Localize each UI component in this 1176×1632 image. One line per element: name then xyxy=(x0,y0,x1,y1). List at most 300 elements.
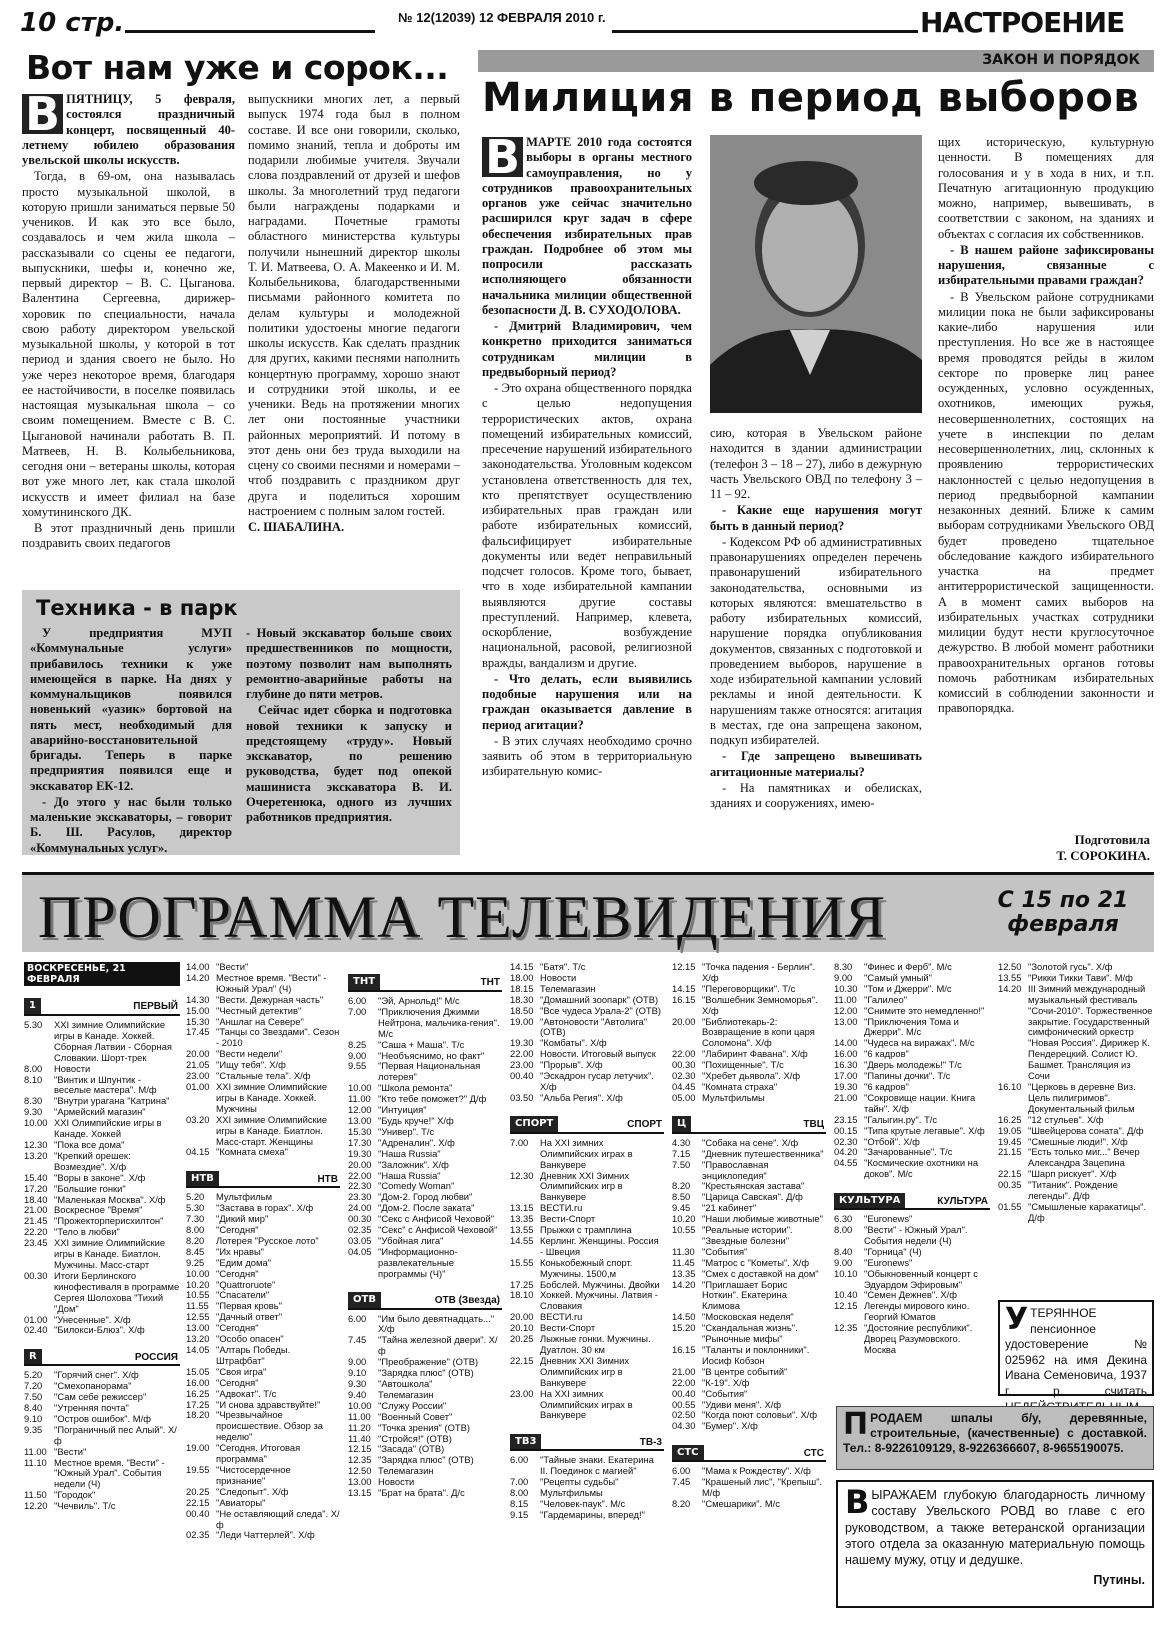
schedule-show: "Comedy Woman" xyxy=(378,1180,455,1192)
schedule-time: 7.00 xyxy=(348,1005,367,1017)
notice-text: ТЕРЯННОЕ пенсионное удостоверение № 025962 на имя Декина Ивана Семеновича, 1937 г. р. считать xyxy=(1005,1306,1147,1398)
article-title: Вот нам уже и сорок... xyxy=(26,48,449,87)
schedule-item xyxy=(672,1345,826,1367)
schedule-show: "Рецепты судьбы" xyxy=(540,1476,619,1488)
schedule-show: "Автоновости "Автолига" (ОТВ) xyxy=(540,1015,648,1038)
schedule-show: "Стройся!" (ОТВ) xyxy=(378,1432,452,1444)
schedule-time: 8.15 xyxy=(510,1497,529,1509)
schedule-time: 10.40 xyxy=(834,1289,858,1301)
schedule-time: 13.35 xyxy=(672,1267,696,1279)
schedule-time: 14.20 xyxy=(672,1278,696,1290)
schedule-time: 6.30 xyxy=(834,1213,853,1225)
schedule-show: "Дачный ответ" xyxy=(216,1311,283,1323)
schedule-show: На XXI зимних Олимпийских играх в Ванкувере xyxy=(540,1387,633,1421)
schedule-item xyxy=(510,1334,664,1356)
schedule-item xyxy=(24,1271,180,1315)
schedule-item xyxy=(672,1149,826,1160)
schedule-time: 6.00 xyxy=(348,1312,367,1324)
schedule-show: "Царица Савская". Д/ф xyxy=(702,1191,803,1203)
schedule-time: 14.05 xyxy=(186,1344,210,1355)
schedule-show: Мультфильмы xyxy=(702,1091,765,1103)
schedule-time: 11.45 xyxy=(672,1256,695,1268)
schedule-item xyxy=(510,1510,664,1521)
schedule-show: "Комбаты". Х/ф xyxy=(540,1037,607,1049)
schedule-show: "Приключения Тома и Джерри". М/с xyxy=(864,1015,959,1038)
schedule-time: 19.30 xyxy=(834,1080,858,1092)
schedule-time: 17.25 xyxy=(510,1278,534,1290)
schedule-time: 01.55 xyxy=(998,1200,1022,1212)
schedule-show: "Их нравы" xyxy=(216,1245,265,1257)
schedule-time: 9.30 xyxy=(348,1378,367,1389)
channel-name: ТНТ xyxy=(480,977,500,989)
schedule-time: 17.20 xyxy=(24,1182,48,1194)
schedule-show: "Едим дома" xyxy=(216,1256,272,1268)
schedule-item xyxy=(672,1421,826,1432)
schedule-time: 20.00 xyxy=(510,1311,534,1323)
schedule-time: 13.15 xyxy=(348,1487,372,1499)
schedule-show: XXI зимние Олимпийские игры в Канаде. Биатлон. Масс-старт. Женщины xyxy=(216,1113,328,1147)
schedule-time: 13.20 xyxy=(24,1149,48,1161)
schedule-time: 8.00 xyxy=(834,1224,853,1236)
schedule-show: "Крепкий орешек: Возмездие". Х/ф xyxy=(54,1149,131,1172)
schedule-time: 15.40 xyxy=(24,1171,48,1183)
channel-header xyxy=(510,1108,664,1134)
schedule-item xyxy=(186,1269,340,1280)
schedule-show: "Комната страха" xyxy=(702,1080,778,1092)
channel-name: СПОРТ xyxy=(627,1119,662,1131)
schedule-time: 10.00 xyxy=(348,1082,372,1094)
schedule-time: 00.55 xyxy=(672,1398,696,1410)
schedule-time: 20.00 xyxy=(186,1048,210,1060)
schedule-item xyxy=(348,1160,502,1171)
schedule-show: "Смехопанорама" xyxy=(54,1380,132,1392)
schedule-show: "И снова здравствуйте!" xyxy=(216,1398,321,1410)
schedule-show: "Лабиринт Фавана". Х/ф xyxy=(702,1048,808,1060)
channel-header xyxy=(348,1284,502,1310)
schedule-show: Конькобежный спорт. Мужчины. 1500,м xyxy=(540,1256,633,1279)
answer: - На памятниках и обелисках, зданиях и сооружениях, имею- xyxy=(710,780,922,810)
schedule-time: 4.30 xyxy=(672,1136,691,1148)
schedule-show: Хоккей. Мужчины. Латвия - Словакия xyxy=(540,1289,658,1312)
schedule-item xyxy=(672,1160,826,1182)
tv-column xyxy=(186,962,340,1630)
notice-lost-document xyxy=(998,1300,1154,1396)
schedule-time: 16.00 xyxy=(186,1376,210,1388)
schedule-show: "Типа крутые легавые". Х/ф xyxy=(864,1124,985,1136)
schedule-show: Местное время. "Вести" - "Южный Урал". События недели (Ч) xyxy=(54,1456,165,1490)
question: - Дмитрий Владимирович, чем конкретно приходится заниматься сотрудникам милиции в предвыборный период? xyxy=(482,319,692,379)
schedule-item xyxy=(834,1071,990,1082)
schedule-show: XXI зимние Олимпийские игры в Канаде. Хоккей. Сборная Латвии - Сборная Словакии. Шорт-трек xyxy=(54,1019,172,1063)
schedule-show: "Обыкновенный концерт с Эдуардом Эфировым" xyxy=(864,1267,978,1290)
schedule-show: "Воры в законе". Х/ф xyxy=(54,1171,146,1183)
channel-name: ТВ-3 xyxy=(639,1436,662,1448)
schedule-show: "Интуиция" xyxy=(378,1104,427,1116)
schedule-item xyxy=(186,1465,340,1487)
schedule-time: 16.25 xyxy=(998,1113,1022,1125)
schedule-time: 15.55 xyxy=(510,1256,534,1268)
author-signature xyxy=(938,832,1150,864)
schedule-time: 22.20 xyxy=(24,1226,48,1238)
schedule-item xyxy=(834,1269,990,1291)
schedule-show: "Дикий мир" xyxy=(216,1213,269,1225)
schedule-item xyxy=(510,1071,664,1093)
schedule-time: 12.30 xyxy=(510,1169,534,1181)
schedule-item xyxy=(510,1258,664,1280)
schedule-time: 13.00 xyxy=(348,1114,372,1126)
schedule-show: Мультфильмы xyxy=(540,1487,603,1499)
drop-cap: В xyxy=(482,137,523,177)
schedule-show: Прыжки с трамплина xyxy=(540,1224,632,1236)
schedule-item xyxy=(186,1410,340,1443)
schedule-time: 15.30 xyxy=(348,1125,372,1137)
rubric-label: ЗАКОН И ПОРЯДОК xyxy=(982,52,1140,68)
schedule-list xyxy=(24,1370,180,1512)
schedule-time: 13.15 xyxy=(510,1202,534,1214)
schedule-time: 23.15 xyxy=(834,1113,858,1125)
schedule-show: Лыжные гонки. Мужчины. Дуатлон. 30 км xyxy=(540,1333,651,1355)
schedule-time: 13.00 xyxy=(186,1322,210,1334)
schedule-time: 8.40 xyxy=(24,1402,43,1414)
schedule-item xyxy=(348,1423,502,1434)
schedule-show: "Саша + Маша". Т/с xyxy=(378,1038,465,1050)
schedule-show: "В центре событий" xyxy=(702,1365,788,1377)
schedule-time: 22.15 xyxy=(998,1168,1022,1180)
schedule-time: 8.10 xyxy=(24,1073,43,1085)
schedule-show: "Точка зрения" (ОТВ) xyxy=(378,1421,471,1433)
schedule-show: "Золотой гусь". Х/ф xyxy=(1028,961,1113,972)
schedule-item xyxy=(24,1118,180,1140)
channel-logo-icon: R xyxy=(24,1349,42,1365)
question: - Какие еще нарушения могут быть в данный период? xyxy=(710,503,922,533)
schedule-time: 21.00 xyxy=(672,1365,696,1377)
schedule-show: "Сегодня. Итоговая программа" xyxy=(216,1442,301,1465)
schedule-time: 12.30 xyxy=(24,1139,48,1150)
article-lead: ПЯТНИЦУ, 5 февраля, состоялся праздничный концерт, посвященный 40-летнему юбилею образования увельской школы искусств. xyxy=(22,92,235,167)
question: - Где запрещено вывешивать агитационные материалы? xyxy=(710,749,922,779)
schedule-item xyxy=(672,1367,826,1378)
schedule-time: 8.00 xyxy=(24,1062,43,1074)
schedule-show: "Большие гонки" xyxy=(54,1182,126,1194)
schedule-show: "Галилео" xyxy=(864,993,908,1005)
schedule-time: 22.00 xyxy=(672,1376,696,1388)
schedule-item xyxy=(998,1126,1154,1137)
schedule-time: 7.15 xyxy=(672,1147,691,1159)
schedule-show: "Автошкола" xyxy=(378,1378,433,1389)
schedule-show: "Не оставляющий следа". Х/ф xyxy=(216,1507,340,1530)
schedule-list xyxy=(186,962,340,1158)
schedule-time: 19.00 xyxy=(186,1442,210,1454)
news-box xyxy=(22,590,460,855)
schedule-time: 11.00 xyxy=(348,1093,371,1105)
schedule-time: 15.00 xyxy=(186,1004,210,1016)
schedule-show: "Переговорщики". Т/с xyxy=(702,982,796,994)
schedule-show: "Тайна железной двери". Х/ф xyxy=(378,1334,498,1357)
schedule-item xyxy=(186,1082,340,1115)
schedule-item xyxy=(834,1115,990,1126)
schedule-show: "6 кадров" xyxy=(864,1048,909,1060)
schedule-item xyxy=(186,995,340,1006)
schedule-time: 14.20 xyxy=(186,971,210,983)
article-title: Техника - в парк xyxy=(36,596,238,620)
schedule-show: "Волшебник Земноморья". Х/ф xyxy=(702,993,818,1016)
schedule-show: "Сегодня" xyxy=(216,1322,259,1334)
schedule-time: 12.00 xyxy=(834,1004,858,1016)
article-lead: МАРТЕ 2010 года состоятся выборы в органы местного самоуправления, но у сотрудников правоохранительных органов уже сейчас значительно расширился круг задач в сфере обеспечения избирательных прав граждан. Подробнее об этом мы попросили рассказать исполняющего обязанности начальника милиции общественной безопасности Д. В. СУХОДОЛОВА. xyxy=(482,135,692,317)
schedule-show: "Наша Russia" xyxy=(378,1147,441,1159)
schedule-show: "Горница" (Ч) xyxy=(864,1245,922,1257)
schedule-item xyxy=(998,1202,1154,1224)
schedule-show: "Галыгин.ру". Т/с xyxy=(864,1113,938,1125)
schedule-time: 13.35 xyxy=(510,1213,534,1225)
schedule-time: 22.00 xyxy=(672,1048,696,1060)
schedule-show: "Вести" - Южный Урал". События недели (Ч) xyxy=(864,1224,968,1246)
schedule-time: 14.30 xyxy=(186,993,210,1005)
schedule-item xyxy=(24,1184,180,1195)
schedule-item xyxy=(510,995,664,1006)
schedule-list xyxy=(186,1192,340,1541)
schedule-time: 00.35 xyxy=(998,1179,1022,1191)
schedule-time: 5.30 xyxy=(186,1202,205,1214)
channel-name: НТВ xyxy=(317,1173,338,1185)
schedule-show: "Отбой". Х/ф xyxy=(864,1135,920,1147)
schedule-show: "Стальные тела". Х/ф xyxy=(216,1070,311,1082)
paragraph: Тогда, в 69-ом, она называлась просто музыкальной школой, в которую пришли заниматься первые 50 учеников. И как это все было, создавалось и чем жила школа – рассказывали со сцены ее педагоги, выпускники, шефы и, конечно же, первый директор – В. С. Цыганова. Валентина Сергеевна, дирижер-хоровик по специальности, начала свою работу директором увельской музыкальной школы, у которой в тот период и здания своего не было. Но уже через некоторое время, благодаря ее настойчивости, в поселке появилась настоящая музыкальная школа – со своим помещением. Вместе с В. С. Цыгановой начинали работать В. П. Матвеев, Н. В. Колыбельникова, сегодня они – ветераны школы, которая вот уже много лет, как стала школой искусств и имеет филиал на базе хомутининского ДК. xyxy=(22,169,235,519)
schedule-show: "Самый умный" xyxy=(864,971,932,983)
schedule-item xyxy=(672,1323,826,1345)
schedule-time: 04.20 xyxy=(834,1146,858,1158)
schedule-time: 6.00 xyxy=(510,1454,529,1466)
schedule-time: 15.20 xyxy=(672,1322,696,1334)
schedule-show: "Смышленые каракатицы". Д/ф xyxy=(1028,1200,1147,1223)
schedule-time: 21.15 xyxy=(998,1146,1022,1158)
page-number: 10 стр. xyxy=(20,8,125,38)
schedule-show: "Батя". Т/с xyxy=(540,961,586,972)
schedule-time: 9.45 xyxy=(672,1202,691,1214)
schedule-show: "Унесенные". Х/ф xyxy=(54,1313,131,1325)
schedule-time: 18.10 xyxy=(510,1289,534,1301)
schedule-time: 23.00 xyxy=(510,1387,534,1399)
schedule-show: "Первая Национальная лотерея" xyxy=(378,1060,481,1083)
answer: - Это охрана общественного порядка с целью недопущения террористических актов, охрана помещений избирательных комиссий, пресечение нарушений избирательного законодательства. Уголовным кодексом установлена ответственность для тех, кто препятствует осуществлению избирательных прав граждан или работе избирательных комиссий, фальсифицирует избирательные документы или ведет неправильный подсчет голосов. Кроме того, бывает, что в ходе избирательной кампании выявляются другие составы преступлений. Например, клевета, оскорбление, возбуждение национальной, расовой, религиозной вражды, вандализм и другие. xyxy=(482,381,692,670)
schedule-show: "Библиотекарь-2: Возвращение в копи царя Соломона". Х/ф xyxy=(702,1015,815,1049)
schedule-show: "Удиви меня". Х/ф xyxy=(702,1398,782,1410)
schedule-time: 11.00 xyxy=(24,1445,47,1457)
schedule-item xyxy=(834,984,990,995)
tv-column xyxy=(672,962,826,1630)
schedule-show: Воскресное "Время" xyxy=(54,1204,143,1216)
schedule-time: 02.35 xyxy=(348,1224,372,1236)
schedule-time: 19.30 xyxy=(510,1037,534,1049)
schedule-show: "Православная энциклопедия" xyxy=(702,1158,769,1181)
schedule-show: "Наши любимые животные" xyxy=(702,1213,823,1225)
schedule-item xyxy=(348,1314,502,1336)
schedule-show: "Зарядка плюс" (ОТВ) xyxy=(378,1367,474,1379)
schedule-show: "Титаник". Рождение легенды". Д/ф xyxy=(1028,1179,1118,1202)
notice-text: ЫРАЖАЕМ глубокую благодарность личному составу Увельского РОВД во главе с его руководством, а также ветеранской организации этого отдела за оказанную материальную помощь нашему мужу, отцу и дедушке. xyxy=(845,1488,1145,1567)
schedule-show: "Крестьянская застава" xyxy=(702,1180,805,1192)
schedule-time: 22.30 xyxy=(348,1180,372,1192)
schedule-time: 04.55 xyxy=(834,1157,858,1169)
schedule-time: 8.25 xyxy=(348,1038,367,1050)
schedule-time: 10.20 xyxy=(186,1278,210,1290)
schedule-item xyxy=(510,1356,664,1389)
schedule-item xyxy=(348,1007,502,1040)
schedule-item xyxy=(348,1335,502,1357)
schedule-time: 9.00 xyxy=(348,1049,367,1061)
schedule-show: "Реальные истории". "Звездные болезни" xyxy=(702,1224,793,1246)
schedule-show: "Секс с Анфисой Чеховой" xyxy=(378,1213,495,1225)
schedule-show: "Смешные люди!". Х/ф xyxy=(1028,1135,1128,1147)
schedule-show: "Достояние республики". Дворец Разумовского. Москва xyxy=(864,1322,973,1355)
schedule-item xyxy=(348,1412,502,1423)
schedule-show: "Хребет дьявола". Х/ф xyxy=(702,1070,801,1082)
schedule-time: 9.55 xyxy=(348,1060,367,1072)
schedule-time: 7.50 xyxy=(672,1158,691,1170)
schedule-show: "Своя игра" xyxy=(216,1365,267,1377)
schedule-time: 17.25 xyxy=(186,1398,210,1410)
schedule-show: "Универ". Т/с xyxy=(378,1125,435,1137)
tv-column xyxy=(834,962,990,1392)
schedule-item xyxy=(186,1378,340,1389)
schedule-time: 21.00 xyxy=(834,1091,858,1103)
schedule-show: "Зарядка плюс" (ОТВ) xyxy=(378,1454,474,1466)
schedule-show: "Матрос с "Кометы". Х/ф xyxy=(702,1256,810,1268)
schedule-item xyxy=(24,1447,180,1458)
schedule-show: XXI зимние Олимпийские игры в Канаде. Биатлон. Мужчины. Масс-старт xyxy=(54,1237,166,1270)
schedule-item xyxy=(834,1126,990,1137)
schedule-show: "Прожекторперисхилтон" xyxy=(54,1215,164,1227)
schedule-item xyxy=(186,1509,340,1531)
schedule-show: "Сам себе режиссер" xyxy=(54,1391,147,1403)
section-title: НАСТРОЕНИЕ xyxy=(920,6,1125,39)
question: - Что делать, если выявились подобные нарушения или на граждан оказывается давление в период агитации? xyxy=(482,671,692,732)
schedule-show: "Семен Дежнев". Х/ф xyxy=(864,1289,957,1301)
schedule-item xyxy=(24,1020,180,1064)
schedule-show: "Гардемарины, вперед!" xyxy=(540,1508,645,1520)
schedule-show: "Сегодня" xyxy=(216,1267,259,1279)
author-signature: С. ШАБАЛИНА. xyxy=(248,520,345,534)
schedule-show: "Леди Чаттерлей". Х/ф xyxy=(216,1529,315,1541)
schedule-time: 01.00 xyxy=(24,1313,48,1325)
answer: - Кодексом РФ об административных правонарушениях определен перечень правонарушений избирательного законодательства, основными из которых являются: вмешательство в работу избирательных комиссий, нарушение порядка опубликования документов, связанных с подготовкой и проведением выборов, нарушение в ходе избирательной кампании условий рекламы и иной деятельности. К нарушениям также относятся: агитация в местах, где она запрещена законом, подкуп избирателей. xyxy=(710,534,922,747)
schedule-show: "Точка падения - Берлин". Х/ф xyxy=(702,961,816,983)
schedule-show: "21 кабинет" xyxy=(702,1202,757,1214)
article-column xyxy=(710,426,922,856)
notice-thanks xyxy=(836,1480,1154,1608)
schedule-show: Новости xyxy=(54,1062,91,1074)
schedule-time: 9.40 xyxy=(348,1388,367,1400)
schedule-time: 7.00 xyxy=(510,1136,529,1148)
schedule-show: "Убойная лига" xyxy=(378,1234,444,1246)
drop-cap: В xyxy=(22,94,63,134)
schedule-time: 7.20 xyxy=(24,1380,43,1392)
schedule-item xyxy=(510,1093,664,1104)
schedule-time: 00.40 xyxy=(672,1387,696,1399)
schedule-time: 8.00 xyxy=(510,1487,529,1499)
schedule-time: 16.15 xyxy=(672,993,696,1005)
schedule-time: 9.00 xyxy=(348,1356,367,1368)
channel-name: ПЕРВЫЙ xyxy=(133,1001,178,1013)
schedule-show: "Особо опасен" xyxy=(216,1333,284,1345)
schedule-show: "Дом-2. После заката" xyxy=(378,1202,475,1214)
schedule-show: Новости xyxy=(540,971,577,983)
schedule-show: "Вести" xyxy=(54,1445,87,1457)
schedule-show: "6 кадров" xyxy=(864,1080,909,1092)
schedule-show: "Тайные знаки. Екатерина II. Поединок с магией" xyxy=(540,1454,654,1477)
schedule-item xyxy=(672,1499,826,1510)
article-title: Милиция в период выборов xyxy=(482,75,1140,121)
schedule-show: "Скандальная жизнь". "Рыночные мифы" xyxy=(702,1322,798,1345)
schedule-time: 6.00 xyxy=(348,995,367,1006)
schedule-show: "Рикки Тикки Тави". М/ф xyxy=(1028,971,1133,983)
schedule-show: "Бумер". Х/ф xyxy=(702,1420,758,1432)
schedule-show: "Тело в любви" xyxy=(54,1226,120,1238)
article-column xyxy=(938,135,1154,825)
tv-title: ПРОГРАММА ТЕЛЕВИДЕНИЯ xyxy=(38,884,886,950)
schedule-time: 24.00 xyxy=(348,1202,372,1214)
schedule-list xyxy=(348,996,502,1280)
schedule-time: 14.00 xyxy=(186,961,210,972)
schedule-time: 02.40 xyxy=(24,1324,48,1336)
schedule-list xyxy=(510,1455,664,1520)
schedule-show: "Таланты и поклонники". Иосиф Кобзон xyxy=(702,1344,810,1366)
schedule-show: "Танцы со Звездами". Сезон - 2010 xyxy=(216,1026,340,1049)
schedule-item xyxy=(834,1301,990,1323)
answer: щих историческую, культурную ценности. В помещениях для голосования и у в хода в них, и т.п. Печатную агитационную продукцию можно, например, вывешивать, в соответствии с законом, на зданиях и объектах с согласия их собственников. xyxy=(938,135,1154,241)
schedule-time: 14.15 xyxy=(510,961,534,972)
schedule-show: "Засада" (ОТВ) xyxy=(378,1443,445,1455)
schedule-time: 10.30 xyxy=(834,982,858,994)
schedule-item xyxy=(998,1115,1154,1126)
schedule-time: 04.30 xyxy=(672,1420,696,1432)
schedule-list xyxy=(998,962,1154,1224)
schedule-show: "Мама к Рождеству". Х/ф xyxy=(702,1465,811,1477)
schedule-time: 10.55 xyxy=(186,1289,210,1301)
schedule-time: 11.55 xyxy=(186,1300,209,1312)
schedule-time: 8.30 xyxy=(834,961,853,972)
schedule-show: Лотерея "Русское лото" xyxy=(216,1234,319,1246)
schedule-item xyxy=(998,1147,1154,1169)
schedule-show: "Следопыт". Х/ф xyxy=(216,1485,289,1497)
schedule-time: 17.45 xyxy=(186,1026,210,1038)
schedule-time: 00.40 xyxy=(186,1507,210,1519)
schedule-time: 16.30 xyxy=(834,1059,858,1071)
schedule-time: 8.20 xyxy=(672,1180,691,1192)
schedule-time: 9.10 xyxy=(24,1412,43,1424)
schedule-time: 8.50 xyxy=(672,1191,691,1203)
schedule-item xyxy=(672,1280,826,1313)
schedule-list xyxy=(672,962,826,1104)
schedule-item xyxy=(672,1093,826,1104)
schedule-show: "Служу России" xyxy=(378,1399,447,1411)
schedule-show: ВЕСТИ.ru xyxy=(540,1202,583,1214)
channel-header xyxy=(510,1425,664,1451)
schedule-show: "Приключения Джимми Нейтрона, мальчика-гения". М/с xyxy=(378,1005,500,1039)
schedule-time: 5.20 xyxy=(186,1191,205,1203)
rubric-bar xyxy=(478,50,1154,72)
schedule-item xyxy=(834,1247,990,1258)
schedule-time: 11.40 xyxy=(348,1432,371,1444)
channel-name: ОТВ (Звезда) xyxy=(434,1294,500,1306)
schedule-show: "Спасатели" xyxy=(216,1289,270,1301)
schedule-time: 8.45 xyxy=(186,1245,205,1257)
schedule-show: "Сегодня" xyxy=(216,1376,259,1388)
schedule-time: 16.00 xyxy=(834,1048,858,1060)
schedule-show: "Чистосердечное признание" xyxy=(216,1463,291,1486)
schedule-time: 12.20 xyxy=(24,1500,48,1512)
schedule-show: "Альба Регия". Х/ф xyxy=(540,1091,623,1103)
